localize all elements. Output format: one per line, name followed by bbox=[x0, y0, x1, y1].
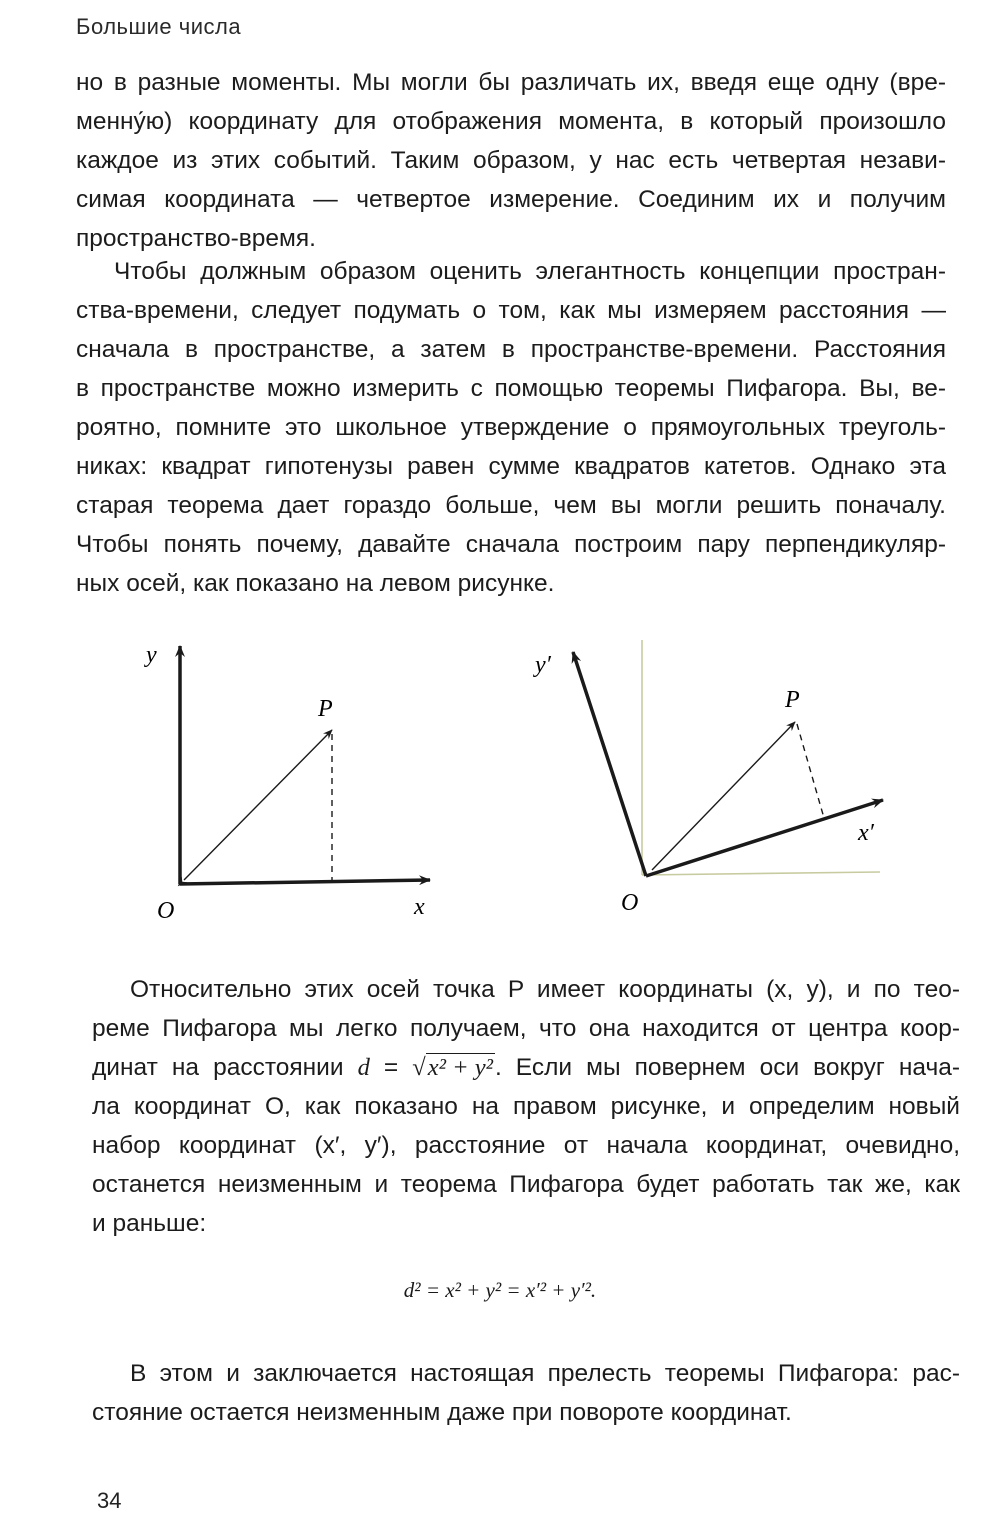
text-line: набор координат (x′, y′), расстояние от начала координат, очевидно, bbox=[92, 1132, 960, 1159]
paragraph-4 bbox=[92, 1354, 960, 1432]
text-line: менну́ю) координату для отображения момента, в который произошло bbox=[76, 108, 946, 135]
y-axis-label: y′ bbox=[535, 652, 551, 678]
text-line: ных осей, как показано на левом рисунке. bbox=[76, 570, 555, 597]
text-line: Относительно этих осей точка P имеет координаты (x, y), и по тео- bbox=[130, 976, 960, 1003]
text-fragment: . Если мы повернем оси вокруг нача- bbox=[494, 1054, 961, 1081]
text-line: ства-времени, следует подумать о том, как мы измеряем расстояния — bbox=[76, 297, 946, 324]
rotated-x-axis bbox=[646, 800, 883, 876]
original-x-axis bbox=[642, 872, 880, 875]
text-line: каждое из этих событий. Таким образом, у нас есть четвертая незави- bbox=[76, 147, 946, 174]
right-figure bbox=[533, 640, 883, 916]
text-line: никах: квадрат гипотенузы равен сумме квадратов катетов. Однако эта bbox=[76, 453, 946, 480]
text-line-with-formula bbox=[92, 1048, 960, 1087]
projection-line bbox=[797, 724, 824, 818]
text-line: реме Пифагора мы легко получаем, что она находится от центра коор- bbox=[92, 1015, 960, 1042]
text-line: Чтобы понять почему, давайте сначала построим пару перпендикуляр- bbox=[76, 531, 946, 558]
equals-sign: = bbox=[369, 1054, 413, 1081]
origin-label: O bbox=[157, 898, 175, 924]
left-figure bbox=[144, 642, 430, 924]
x-axis bbox=[180, 880, 430, 884]
text-fragment: динат на расстоянии bbox=[92, 1054, 358, 1081]
text-line: роятно, помните это школьное утверждение о прямоугольных треуголь- bbox=[76, 414, 946, 441]
text-line: Чтобы должным образом оценить элегантность концепции простран- bbox=[114, 258, 946, 285]
text-line: и раньше: bbox=[92, 1210, 207, 1237]
text-line: В этом и заключается настоящая прелесть теоремы Пифагора: рас- bbox=[130, 1360, 960, 1387]
text-line: но в разные моменты. Мы могли бы различать их, введя еще одну (вре- bbox=[76, 69, 946, 96]
running-title: Большие числа bbox=[76, 14, 242, 39]
paragraph-3 bbox=[92, 970, 960, 1243]
text-line: в пространстве можно измерить с помощью теоремы Пифагора. Вы, ве- bbox=[76, 375, 946, 402]
point-label: P bbox=[785, 687, 800, 713]
text-line: ла координат O, как показано на правом рисунке, и определим новый bbox=[92, 1093, 960, 1120]
x-axis-label: x′ bbox=[858, 820, 874, 846]
vector-op bbox=[652, 722, 795, 870]
text-line: останется неизменным и теорема Пифагора будет работать так же, как bbox=[92, 1171, 960, 1198]
x-axis-label: x bbox=[414, 894, 425, 920]
text-line: сначала в пространстве, а затем в пространстве-времени. Расстояния bbox=[76, 336, 946, 363]
text-line: старая теорема дает гораздо больше, чем вы могли решить поначалу. bbox=[76, 492, 946, 519]
pythagorean-equation: d² = x² + y² = x′² + y′². bbox=[403, 1278, 597, 1302]
vector-op bbox=[184, 730, 332, 880]
origin-label: O bbox=[621, 890, 639, 916]
distance-symbol: d bbox=[357, 1054, 370, 1081]
rotated-y-axis bbox=[573, 652, 646, 876]
radicand: x² + y² bbox=[427, 1054, 493, 1081]
page-number: 34 bbox=[97, 1488, 122, 1513]
square-root-expression: √x² + y² bbox=[412, 1054, 493, 1081]
text-line: стояние остается неизменным даже при повороте координат. bbox=[92, 1399, 792, 1426]
text-line: симая координата — четвертое измерение. Соединим их и получим bbox=[76, 186, 946, 213]
text-line: пространство-время. bbox=[76, 225, 316, 252]
y-axis-label: y bbox=[146, 642, 157, 668]
point-label: P bbox=[318, 696, 333, 722]
